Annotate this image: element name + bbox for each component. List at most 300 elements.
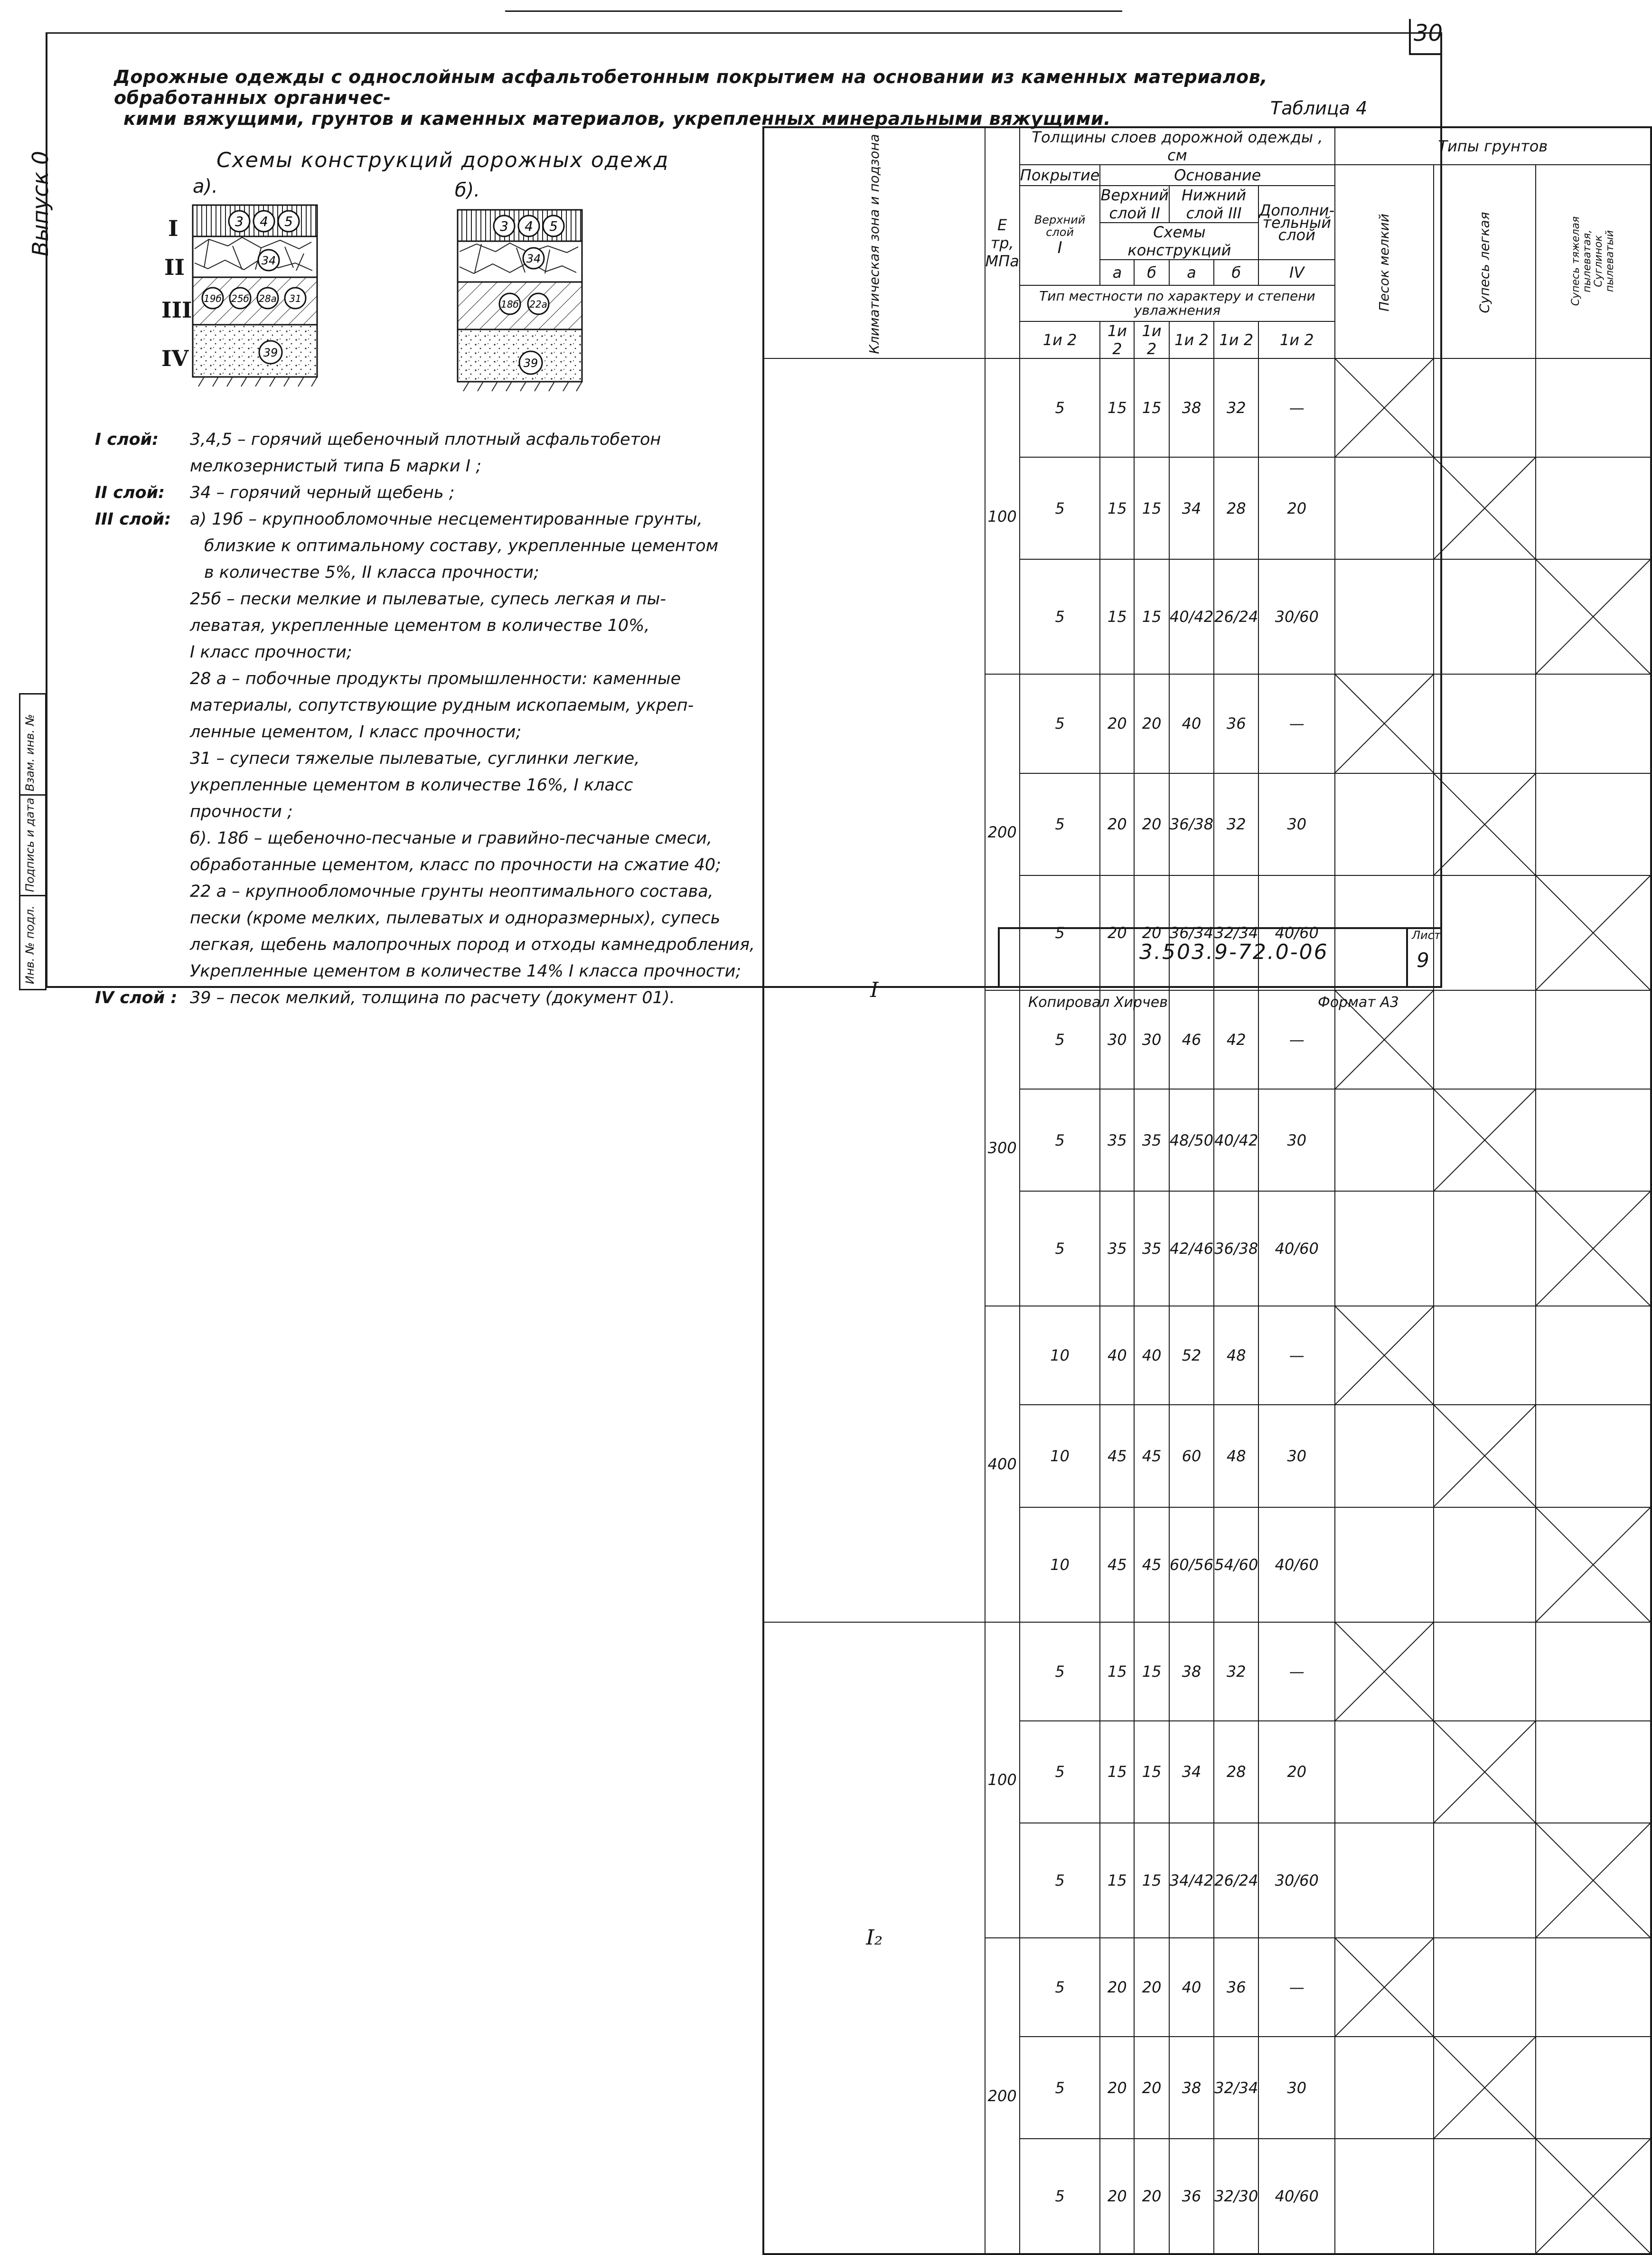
thickness-cell: 15 [1134,1823,1169,1938]
soil-empty-cell [1536,990,1651,1089]
note-layer-3-line [95,772,760,799]
soil-cross-cell-mark [1536,560,1650,674]
page-number: 30 [1414,20,1443,47]
scheme-b-label: б). [455,179,480,201]
header-cover: Покрытие [1020,165,1100,186]
svg-text:4: 4 [260,214,268,229]
layer-notes [95,426,760,1011]
thickness-cell: 15 [1134,358,1169,457]
thickness-cell: 40 [1100,1306,1134,1405]
stamp-label-1: Взам. инв. № [23,714,37,791]
thickness-cell: 40 [1134,1306,1169,1405]
thickness-cell: 26/24 [1214,1823,1258,1938]
thickness-cell: 10 [1020,1405,1100,1507]
layer-label-3: III [161,297,192,323]
document-title [114,66,1405,129]
soil-empty-cell [1434,2139,1536,2254]
thickness-cell: 34 [1169,1721,1214,1823]
thickness-cell: 45 [1134,1507,1169,1622]
soil-cross-cell [1434,773,1536,875]
note-text: пески (кроме мелких, пылеватых и одноразмерных), супесь [190,909,721,928]
soil-empty-cell [1536,1405,1651,1507]
thickness-cell: 32 [1214,358,1258,457]
thickness-cell: 40/60 [1258,1507,1335,1622]
stamp-seg-1 [20,695,45,796]
soil-cross-cell-mark [1434,2037,1535,2138]
thickness-cell: 5 [1020,1089,1100,1191]
thickness-cell: 60/56 [1169,1507,1214,1622]
thickness-cell: 20 [1134,674,1169,773]
header-top-layer-num: I [1057,238,1062,257]
thickness-cell: 5 [1020,2139,1100,2254]
soil-2-text: Супесь легкая [1476,212,1492,313]
soil-cross-cell-mark [1434,458,1535,559]
stamp-label-3: Инв. № подл. [23,905,37,984]
soil-cross-cell [1536,1507,1651,1622]
thickness-cell: 34 [1169,457,1214,559]
note-text: 31 – супеси тяжелые пылеватые, суглинки легкие, [190,749,640,768]
soil-empty-cell [1434,1507,1536,1622]
soil-1-text: Песок мелкий [1376,213,1392,312]
scheme-a-label: а). [193,176,218,197]
thickness-cell: 36 [1214,674,1258,773]
thickness-cell: 28 [1214,1721,1258,1823]
soil-empty-cell [1536,2037,1651,2139]
note-layer-3-label: III слой: [95,510,171,529]
document-code: 3.503.9-72.0-06 [1139,940,1329,964]
note-layer-3-line [95,958,760,985]
etr-cell: 200 [985,1938,1020,2254]
note-layer-1-label: I слой: [95,430,159,449]
thickness-cell: 45 [1100,1507,1134,1622]
thickness-cell: 40/60 [1258,1191,1335,1306]
soil-cross-cell-mark [1536,1823,1650,1937]
sheet-number: 9 [1417,949,1429,972]
thickness-cell: 5 [1020,559,1100,674]
soil-empty-cell [1335,1405,1434,1507]
thickness-cell: 10 [1020,1306,1100,1405]
thickness-cell: — [1258,1938,1335,2037]
soil-cross-cell [1434,1405,1536,1507]
note-text: Укрепленные цементом в количестве 14% I класса прочности; [190,962,742,981]
note-layer-1-line-1 [95,426,760,453]
thickness-cell: — [1258,358,1335,457]
thickness-cell: 15 [1100,559,1134,674]
header-soil-2 [1434,165,1536,358]
soil-empty-cell [1335,2037,1434,2139]
title-line-1: Дорожные одежды с однослойным асфальтобетонным покрытием на основании из каменных материалов, обработанных органичес- [114,66,1268,108]
thickness-cell: 30/60 [1258,559,1335,674]
note-text: леватая, укрепленные цементом в количестве 10%, [190,616,650,635]
svg-text:22а: 22а [529,299,547,310]
thickness-cell: — [1258,1306,1335,1405]
thickness-cell: — [1258,674,1335,773]
note-text: 39 – песок мелкий, толщина по расчету (документ 01). [190,988,675,1007]
header-etr [985,127,1020,358]
soil-empty-cell [1536,457,1651,559]
soil-3-text: Супесь тяжелая пылеватая, Суглинок пылеватый [1570,216,1616,306]
etr-cell: 100 [985,358,1020,674]
soil-empty-cell [1335,559,1434,674]
sheet-label: Лист [1412,929,1441,942]
thickness-cell: 36 [1214,1938,1258,2037]
note-layer-3-line [95,878,760,905]
thickness-cell: — [1258,1622,1335,1721]
header-soil-types: Типы грунтов [1335,127,1651,165]
note-text: 3,4,5 – горячий щебеночный плотный асфальтобетон [190,430,661,449]
thickness-cell: 42 [1214,990,1258,1089]
svg-text:25б: 25б [231,293,249,304]
thickness-cell: 36 [1169,2139,1214,2254]
header-scheme-a-upper: а [1100,260,1134,285]
thickness-cell: 45 [1134,1405,1169,1507]
thickness-cell: 20 [1100,875,1134,990]
note-text: 25б – пески мелкие и пылеватые, супесь легкая и пы- [190,590,666,609]
thickness-cell: 48 [1214,1306,1258,1405]
note-text: 22 а – крупнообломочные грунты неоптимального состава, [190,882,713,901]
header-additional: Дополни-тельный слой [1258,186,1335,260]
thickness-cell: 54/60 [1214,1507,1258,1622]
soil-cross-cell [1536,1823,1651,1938]
svg-text:18б: 18б [501,299,519,310]
table-caption: Таблица 4 [1270,98,1368,119]
soil-empty-cell [1335,1191,1434,1306]
thickness-cell: 36/34 [1169,875,1214,990]
schemes-title: Схемы конструкций дорожных одежд [216,148,669,172]
soil-cross-cell-mark [1536,1192,1650,1306]
thickness-cell: 15 [1134,559,1169,674]
header-zone [763,127,985,358]
thickness-cell: 32 [1214,773,1258,875]
thickness-cell: 32/34 [1214,875,1258,990]
thickness-cell: 35 [1100,1191,1134,1306]
side-title: Выпуск 0 [28,150,53,256]
note-text: близкие к оптимальному составу, укрепленные цементом [204,536,719,555]
note-layer-2-label: II слой: [95,483,165,502]
svg-text:28а: 28а [259,293,277,304]
zone-cell: I₂ [763,1622,985,2255]
thickness-cell: 35 [1100,1089,1134,1191]
thickness-cell: 20 [1100,773,1134,875]
soil-cross-cell [1536,559,1651,674]
header-12: 1и 2 [1134,321,1169,358]
header-zone-text: Климатическая зона и подзона [866,134,882,354]
svg-text:19б: 19б [204,293,222,304]
note-layer-3-line [95,559,760,586]
note-text: I класс прочности; [190,643,352,662]
thickness-cell: 5 [1020,1622,1100,1721]
soil-empty-cell [1434,875,1536,990]
note-layer-3-line [95,612,760,639]
thickness-cell: 42/46 [1169,1191,1214,1306]
soil-cross-cell [1536,1191,1651,1306]
note-layer-3-line [95,905,760,931]
note-text: а) 19б – крупнообломочные несцементированные грунты, [190,510,703,529]
soil-cross-cell-mark [1335,1623,1433,1720]
thickness-cell: 40 [1169,1938,1214,2037]
thickness-cell: 30 [1258,1089,1335,1191]
thickness-cell: 5 [1020,1938,1100,2037]
soil-empty-cell [1335,1721,1434,1823]
soil-empty-cell [1434,1622,1536,1721]
note-layer-3-line [95,586,760,612]
thickness-cell: 15 [1134,1622,1169,1721]
soil-empty-cell [1434,1823,1536,1938]
svg-text:39: 39 [263,346,278,359]
note-layer-2-line-1 [95,479,760,506]
etr-cell: 200 [985,674,1020,990]
thickness-cell: 5 [1020,990,1100,1089]
thickness-cell: 5 [1020,1823,1100,1938]
thickness-cell: 30 [1100,990,1134,1089]
footer-copied-by: Копировал Хирчев [1028,994,1168,1011]
soil-empty-cell [1434,559,1536,674]
header-etr-text: Е тр, МПа [985,216,1019,270]
left-stamp-column [19,693,47,990]
thickness-table [762,126,1652,2255]
thickness-cell: 10 [1020,1507,1100,1622]
thickness-cell: 48 [1214,1405,1258,1507]
note-text: легкая, щебень малопрочных пород и отходы камнедробления, [190,935,755,954]
svg-text:34: 34 [526,252,541,265]
layer-label-4: IV [161,346,189,371]
note-layer-3-line [95,506,760,533]
note-layer-3-line [95,639,760,666]
header-12: 1и 2 [1169,321,1214,358]
thickness-cell: 5 [1020,875,1100,990]
svg-text:39: 39 [523,357,538,370]
soil-cross-cell-mark [1335,1306,1433,1404]
header-scheme-b-upper: б [1134,260,1169,285]
stamp-seg-2 [20,795,45,896]
svg-text:4: 4 [525,218,533,234]
soil-cross-cell [1335,358,1434,457]
note-layer-4-line [95,985,760,1011]
thickness-cell: 38 [1169,1622,1214,1721]
svg-text:31: 31 [289,293,301,304]
note-layer-1-line-2 [95,453,760,479]
stamp-label-2: Подпись и дата [23,798,37,892]
thickness-cell: 32/30 [1214,2139,1258,2254]
thickness-cell: 52 [1169,1306,1214,1405]
soil-empty-cell [1536,1089,1651,1191]
etr-cell: 400 [985,1306,1020,1622]
thickness-cell: 46 [1169,990,1214,1089]
note-text: 34 – горячий черный щебень ; [190,483,455,502]
soil-empty-cell [1434,1938,1536,2037]
note-layer-3-line [95,825,760,852]
stamp-seg-3 [20,896,45,986]
thickness-cell: 38 [1169,358,1214,457]
header-top-layer-text: Верхний слой [1034,213,1086,239]
thickness-cell: 26/24 [1214,559,1258,674]
note-layer-3-line [95,852,760,878]
soil-cross-cell-mark [1335,1938,1433,2036]
soil-empty-cell [1434,1191,1536,1306]
thickness-cell: 5 [1020,1191,1100,1306]
layer-label-1: I [168,216,178,241]
thickness-cell: 15 [1100,1823,1134,1938]
soil-empty-cell [1536,773,1651,875]
soil-cross-cell-mark [1434,1090,1535,1191]
soil-empty-cell [1536,358,1651,457]
thickness-cell: 20 [1258,1721,1335,1823]
thickness-cell: 30 [1258,2037,1335,2139]
thickness-cell: 35 [1134,1191,1169,1306]
thickness-cell: 5 [1020,457,1100,559]
soil-empty-cell [1335,1089,1434,1191]
thickness-cell: 45 [1100,1405,1134,1507]
svg-text:34: 34 [261,254,276,267]
svg-text:5: 5 [549,218,558,234]
note-text: 28 а – побочные продукты промышленности: каменные [190,669,681,688]
thickness-cell: 40/42 [1214,1089,1258,1191]
note-layer-3-line [95,931,760,958]
thickness-cell: 48/50 [1169,1089,1214,1191]
thickness-cell: 20 [1134,2037,1169,2139]
svg-text:5: 5 [284,214,293,229]
soil-empty-cell [1434,358,1536,457]
thickness-cell: 30 [1258,1405,1335,1507]
soil-cross-cell-mark [1434,774,1535,875]
thickness-cell: 15 [1100,1622,1134,1721]
table-row [763,1622,1651,1721]
thickness-cell: 30/60 [1258,1823,1335,1938]
thickness-cell: 40/42 [1169,559,1214,674]
thickness-cell: 40/60 [1258,875,1335,990]
header-base: Основание [1100,165,1335,186]
thickness-cell: 38 [1169,2037,1214,2139]
scheme-a [193,205,317,386]
header-upper-base: Верхний слой II [1100,186,1169,222]
soil-empty-cell [1536,674,1651,773]
header-top-layer [1020,186,1100,285]
table-row [763,358,1651,457]
header-scheme-a-lower: а [1169,260,1214,285]
header-12: 1и 2 [1100,321,1134,358]
thickness-cell: 15 [1100,358,1134,457]
soil-empty-cell [1434,1306,1536,1405]
soil-cross-cell [1434,457,1536,559]
thickness-cell: 20 [1134,773,1169,875]
soil-empty-cell [1536,1306,1651,1405]
header-terrain: Тип местности по характеру и степени увлажнения [1020,285,1335,321]
soil-cross-cell-mark [1335,675,1433,772]
thickness-cell: 32/34 [1214,2037,1258,2139]
note-layer-3-line [95,799,760,825]
thickness-cell: 15 [1134,1721,1169,1823]
note-layer-3-line [95,692,760,719]
header-schemes: Схемы конструкций [1100,223,1258,260]
zone-cell: I [763,358,985,1622]
note-layer-3-line [95,719,760,745]
thickness-cell: 20 [1134,1938,1169,2037]
layer-label-2: II [164,254,185,280]
note-text: ленные цементом, I класс прочности; [190,723,522,742]
title-line-2: кими вяжущими, грунтов и каменных материалов, укрепленных минеральными вяжущими. [123,108,1111,129]
note-layer-3-line [95,533,760,559]
thickness-cell: 5 [1020,2037,1100,2139]
thickness-cell: 60 [1169,1405,1214,1507]
table-body [763,127,1651,2254]
note-text: мелкозернистый типа Б марки I ; [190,457,482,476]
soil-cross-cell-mark [1434,1721,1535,1823]
thickness-cell: 20 [1134,2139,1169,2254]
note-text: укрепленные цементом в количестве 16%, I класс [190,776,633,795]
thickness-cell: 20 [1100,2139,1134,2254]
soil-empty-cell [1335,457,1434,559]
soil-cross-cell-mark [1335,359,1433,457]
soil-cross-cell-mark [1536,1508,1650,1622]
thickness-cell: 20 [1134,875,1169,990]
soil-cross-cell [1335,1306,1434,1405]
thickness-cell: 5 [1020,358,1100,457]
soil-empty-cell [1536,1938,1651,2037]
soil-empty-cell [1335,1823,1434,1938]
soil-cross-cell [1536,2139,1651,2254]
thickness-cell: 5 [1020,674,1100,773]
header-thickness: Толщины слоев дорожной одежды , см [1020,127,1335,165]
note-text: б). 18б – щебеночно-песчаные и гравийно-песчаные смеси, [190,829,713,848]
soil-cross-cell-mark [1434,1405,1535,1506]
footer-format: Формат А3 [1318,994,1399,1011]
note-text: обработанные цементом, класс по прочности на сжатие 40; [190,855,721,874]
soil-cross-cell [1335,1622,1434,1721]
soil-empty-cell [1335,2139,1434,2254]
thickness-cell: — [1258,990,1335,1089]
soil-cross-cell-mark [1536,2139,1650,2253]
header-soil-1 [1335,165,1434,358]
soil-empty-cell [1434,674,1536,773]
thickness-cell: 5 [1020,773,1100,875]
soil-cross-cell [1434,1089,1536,1191]
thickness-cell: 20 [1100,2037,1134,2139]
soil-cross-cell-mark [1536,876,1650,990]
soil-cross-cell [1536,875,1651,990]
etr-cell: 300 [985,990,1020,1306]
note-layer-3-line [95,745,760,772]
soil-cross-cell [1434,1721,1536,1823]
soil-empty-cell [1335,773,1434,875]
thickness-cell: 34/42 [1169,1823,1214,1938]
header-lower-base: Нижний слой III [1169,186,1258,223]
header-soil-3 [1536,165,1651,358]
soil-cross-cell [1335,1938,1434,2037]
note-text: материалы, сопутствующие рудным ископаемым, укреп- [190,696,694,715]
thickness-cell: 5 [1020,1721,1100,1823]
header-scheme-b-lower: б [1214,260,1258,285]
thickness-cell: 35 [1134,1089,1169,1191]
header-12: 1и 2 [1258,321,1335,358]
header-additional-num: IV [1258,260,1335,285]
thickness-cell: 36/38 [1169,773,1214,875]
header-12: 1и 2 [1214,321,1258,358]
scheme-diagrams [190,201,608,391]
soil-cross-cell [1335,674,1434,773]
thickness-cell: 15 [1100,1721,1134,1823]
thickness-cell: 20 [1100,1938,1134,2037]
header-row-1 [763,127,1651,165]
header-12: 1и 2 [1020,321,1100,358]
thickness-cell: 30 [1258,773,1335,875]
top-rule-line [505,10,1122,12]
soil-empty-cell [1536,1721,1651,1823]
thickness-cell: 20 [1258,457,1335,559]
svg-text:3: 3 [500,218,508,234]
svg-text:3: 3 [235,214,244,229]
soil-empty-cell [1335,1507,1434,1622]
note-text: прочности ; [190,802,293,821]
